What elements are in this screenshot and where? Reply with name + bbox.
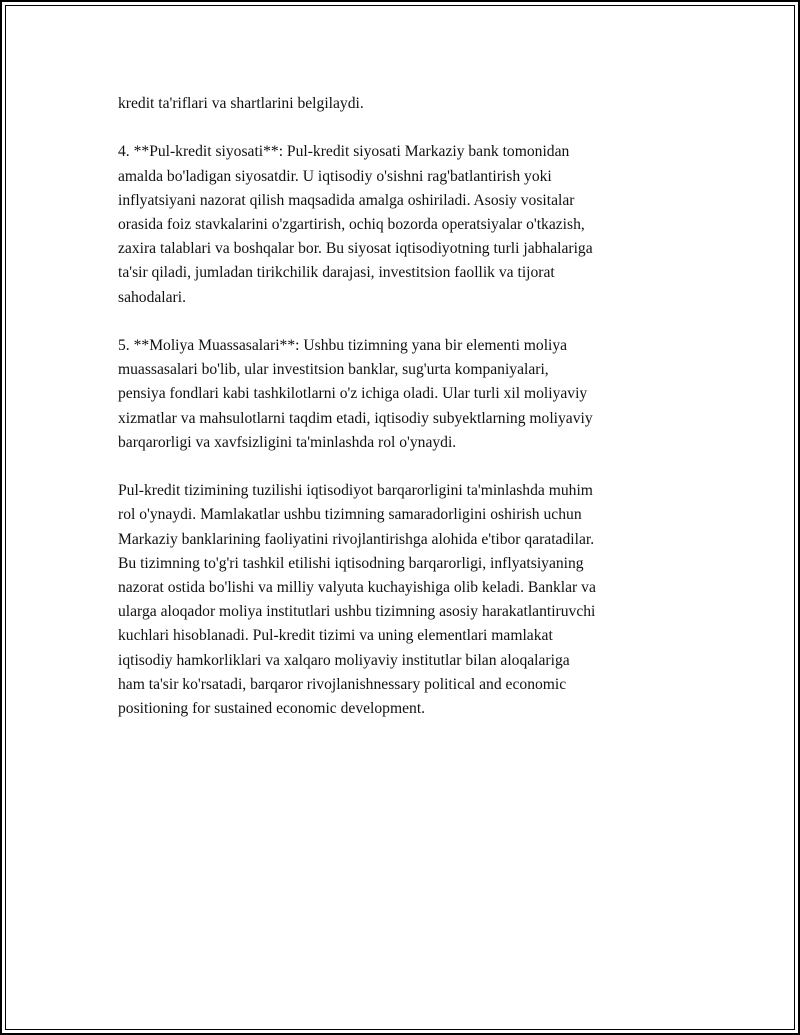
text-line: barqarorligi va xavfsizligini ta'minlashda rol o'ynaydi. (118, 433, 457, 451)
document-body (118, 92, 690, 745)
text-line: muassasalari bo'lib, ular investitsion banklar, sug'urta kompaniyalari, (118, 361, 549, 379)
text-line: nazorat ostida bo'lishi va milliy valyuta kuchayishiga olib keladi. Banklar va (118, 579, 596, 597)
paragraph-financial-institutions (118, 334, 690, 455)
paragraph-monetary-policy (118, 140, 690, 309)
text-line: amalda bo'ladigan siyosatdir. U iqtisodiy o'sishni rag'batlantirish yoki (118, 167, 552, 185)
text-line: rol o'ynaydi. Mamlakatlar ushbu tizimning samaradorligini oshirish uchun (118, 506, 582, 524)
text-line: ham ta'sir ko'rsatadi, barqaror rivojlanishnessary political and economic (118, 675, 567, 693)
text-line: ularga aloqador moliya institutlari ushbu tizimning asosiy harakatlantiruvchi (118, 603, 596, 621)
text-line: positioning for sustained economic development. (118, 700, 426, 718)
paragraph-conclusion (118, 479, 690, 721)
text-line: Bu tizimning to'g'ri tashkil etilishi iqtisodning barqarorligi, inflyatsiyaning (118, 554, 584, 572)
text-line: Pul-kredit tizimining tuzilishi iqtisodiyot barqarorligini ta'minlashda muhim (118, 482, 593, 500)
text-line: inflyatsiyani nazorat qilish maqsadida amalga oshiriladi. Asosiy vositalar (118, 191, 575, 209)
text-line: pensiya fondlari kabi tashkilotlarni o'z ichiga oladi. Ular turli xil moliyaviy (118, 385, 588, 403)
text-line: kuchlari hisoblanadi. Pul-kredit tizimi va uning elementlari mamlakat (118, 627, 553, 645)
paragraph-continuation (118, 92, 690, 116)
text-line: sahodalari. (118, 288, 186, 306)
text-line: 5. **Moliya Muassasalari**: Ushbu tizimning yana bir elementi moliya (118, 337, 568, 354)
text-line: xizmatlar va mahsulotlarni taqdim etadi, iqtisodiy subyektlarning moliyaviy (118, 409, 593, 427)
text-line: orasida foiz stavkalarini o'zgartirish, ochiq bozorda operatsiyalar o'tkazish, (118, 216, 585, 233)
text-line: iqtisodiy hamkorliklari va xalqaro moliyaviy institutlar bilan aloqalariga (118, 651, 570, 669)
text-line: Markaziy banklarining faoliyatini rivojlantirishga alohida e'tibor qaratadilar. (118, 530, 595, 548)
text-line: ta'sir qiladi, jumladan tirikchilik darajasi, investitsion faollik va tijorat (118, 264, 555, 282)
text-line: zaxira talablari va boshqalar bor. Bu siyosat iqtisodiyotning turli jabhalariga (118, 240, 593, 258)
text-line: 4. **Pul-kredit siyosati**: Pul-kredit siyosati Markaziy bank tomonidan (118, 143, 570, 161)
text-line: kredit ta'riflari va shartlarini belgilaydi. (118, 95, 364, 112)
